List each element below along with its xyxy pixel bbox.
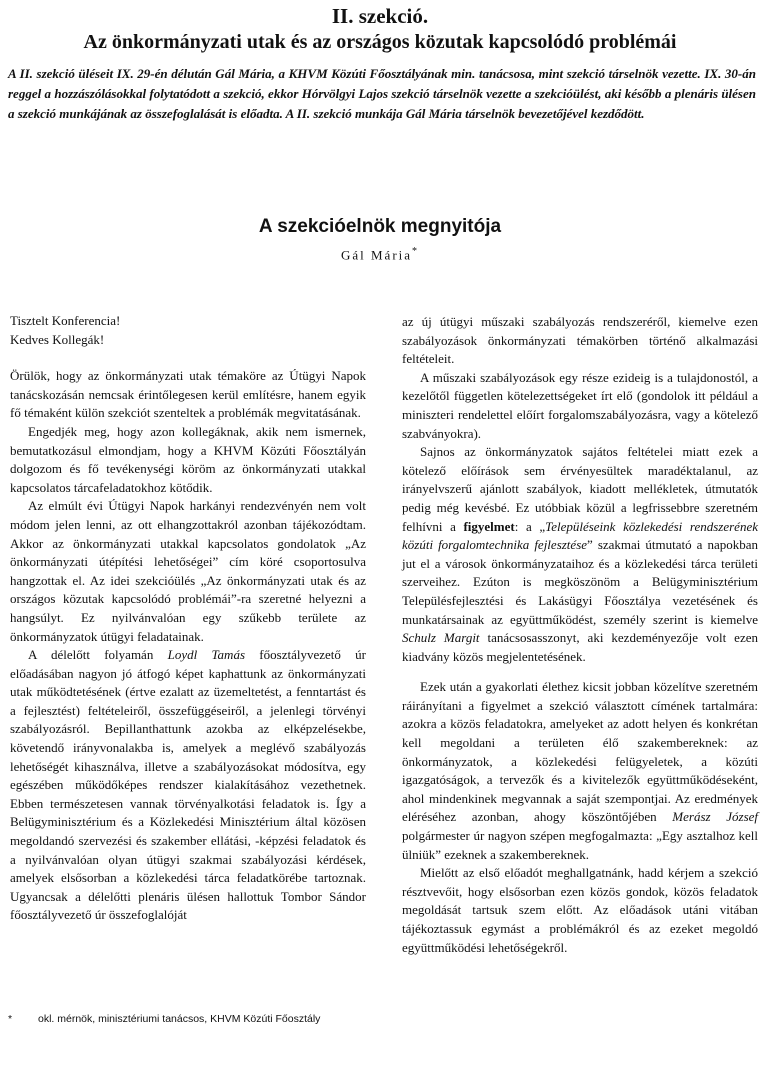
paragraph: az új útügyi műszaki szabályozás rendszeréről, kiemelve ezen szabályozások önkormányzati témakörben történő alkalmazási feltételeit. [402, 314, 758, 367]
text-run: ” szakmai útmutató a napokban jut el a városok önkormányzataihoz és a közlekedési tárca területi szerveihez. Ezúton is megköszönöm a Belügyminisztérium Településfejlesztési és Lakásügyi Főosztálya vezetésének és munkatársainak az együttműködést, személy szerint is kiemelve [402, 537, 759, 627]
text-run: Sajnos az önkormányzatok sajátos feltételei miatt ezek a kötelező előírások sem érvényesültek maradéktalanul, az irányelvszerű ajánlott szabályok, kiadott mellékletek, útmutatók pedig még kevésbé. Ez utóbbiak közül a legfrissebbre szeretném felhívni a [402, 444, 758, 534]
paragraph: Mielőtt az első előadót meghallgatnánk, hadd kérjem a szekció résztvevőit, hogy elsősorban ezen közös gondok, közös feladatok megoldását tartsuk szem előtt. Az előadások utáni vitában tájékoztassuk egymást a problémákról és az ezeket megoldó együttműködési lehetőségekről. [402, 865, 758, 955]
footnote-mark: * [8, 1013, 13, 1025]
salutation-line: Kedves Kollegák! [10, 331, 105, 347]
text-run: tanácsosasszonyt, aki kezdeményezője volt ezen kiadvány közös megjelentetésének. [402, 630, 758, 664]
person-name: Merász József [672, 809, 759, 825]
footnote-text: okl. mérnök, minisztériumi tanácsos, KHVM Közúti Főosztály [38, 1013, 321, 1025]
author-footnote-mark: * [412, 246, 420, 257]
paragraph: Örülök, hogy az önkormányzati utak témaköre az Útügyi Napok tanácskozásán nemcsak érintőlegesen kerül említésre, hanem egyik fő témaként külön szekciót szenteltek a problémák megvitatásának. [10, 368, 366, 421]
article-author [0, 246, 760, 263]
publication-title: Településeink közlekedési rendszerének közúti forgalomtechnika fejlesztése [402, 518, 758, 553]
footnote [8, 1013, 320, 1025]
section-title: II. szekció. [331, 4, 429, 28]
section-intro: A II. szekció üléseit IX. 29-én délután Gál Mária, a KHVM Közúti Főosztályának min. tanácsosa, mint szekció társelnök vezette. IX. 30-án reggel a hozzászólásokkal folytatódott a szekció, ekkor Hórvölgyi Lajos szekció társelnök vezette a szekcióülést, aki később a plenáris ülésen a szekció munkájának az összefoglalását is előadta. A II. szekció munkája Gál Mária társelnök bevezetőjével kezdődött. [8, 66, 756, 121]
paragraph: A műszaki szabályozások egy része ezideig is a tulajdonostól, a kezelőtől független kötelezettségeket írt elő (gondolok itt például a miniszteri rendelettel előírt forgalomszabályozásra, vagy a kötelező szabványokra). [402, 369, 758, 441]
text-run: A délelőtt folyamán [28, 647, 168, 663]
paragraph [10, 646, 366, 925]
section-subtitle: Az önkormányzati utak és az országos közutak kapcsolódó problémái [83, 31, 677, 53]
text-run: polgármester úr nagyon szépen megfogalmazta: „Egy asztalhoz kell ülniük” ezeknek a szakembereknek. [402, 828, 758, 862]
person-name: Loydl Tamás [167, 647, 246, 663]
author-name: Gál Mária [340, 247, 413, 263]
right-column [402, 313, 758, 957]
salutation-line: Tisztelt Konferencia! [10, 313, 121, 328]
article-title: A szekcióelnök megnyitója [258, 216, 502, 237]
text-run: Ezek után a gyakorlati élethez kicsit jobban közelítve szeretném ráirányítani a figyelmet a szekció választott címének tartalmára: azokra a közös feladatokra, amelyeket az adott helyen és konkrétan kell megoldani a területen élő szakembereknek: az önkormányzatok, a közlekedési felügyeletek, a közúti igazgatóságok, a tervezők és a kivitelezők együttműködéseként, ahol mindenkinek megvannak a saját szempontjai. Az eredmények eléréséhez azonban, ahogy köszöntőjében [402, 679, 758, 825]
text-run: főosztályvezető úr előadásában nagyon jó átfogó képet kaphattunk az önkormányzati utak működtetésének (értve ezalatt az üzemeltetést, a fenntartást és a fejlesztést) feltételeiről, összefüggéseiről, a jelenlegi törvényi szabályozásról. Bepillanthattunk azokba az elképzelésekbe, követendő irányvonalakba is, amelyek a meglévő szabályozás lehetőségét kihasználva, illetve a szabályozásokat módosítva, egy egészében működőképes rendszer kialakításához vezethetnek. Ebben természetesen vannak törvényalkotási feladatok is. Így a Belügyminisztérium és a Közlekedési Minisztérium által közösen megoldandó szervezési és szakember ellátási, -képzési feladatok és a nyilvánvalóan olyan útügyi szakmai szabályozási kérdések, amelyek elsősorban a közlekedési tárca feladatkörébe tartoznak. Ugyancsak a délelőtti plenáris ülésen hallottuk Tombor Sándor főosztályvezető úr összefoglalóját [10, 647, 366, 923]
paragraph: Az elmúlt évi Útügyi Napok harkányi rendezvényén nem volt módom jelen lenni, az ott elhangzottakról azonban tájékozódtam. Akkor az önkormányzati utakkal kapcsolatos gondolatok „Az önkormányzati útépítési lehetőségei” cím köré csoportosulva hangzottak el. Az idei szekcióülés „Az önkormányzati utak és az országos közutak kapcsolódó problémái”-ra szeretné helyezni a hangsúlyt. Ez nyilvánvalóan egy szűkebb területe az önkormányzatok útügyi feladatainak. [10, 498, 366, 644]
text-run: : a „ [514, 518, 546, 534]
paragraph: Engedjék meg, hogy azon kollegáknak, akik nem ismernek, bemutatkozásul elmondjam, hogy a KHVM Közúti Főosztályán dolgozom és fő tevékenységi köröm az önkormányzati utakkal kapcsolatos tárcafeladatokhoz kötődik. [10, 423, 366, 495]
left-column [10, 312, 366, 925]
person-name: Schulz Margit [402, 630, 480, 646]
emphasized-word: figyelmet [463, 518, 515, 534]
paragraph [402, 678, 758, 864]
paragraph [402, 443, 758, 666]
